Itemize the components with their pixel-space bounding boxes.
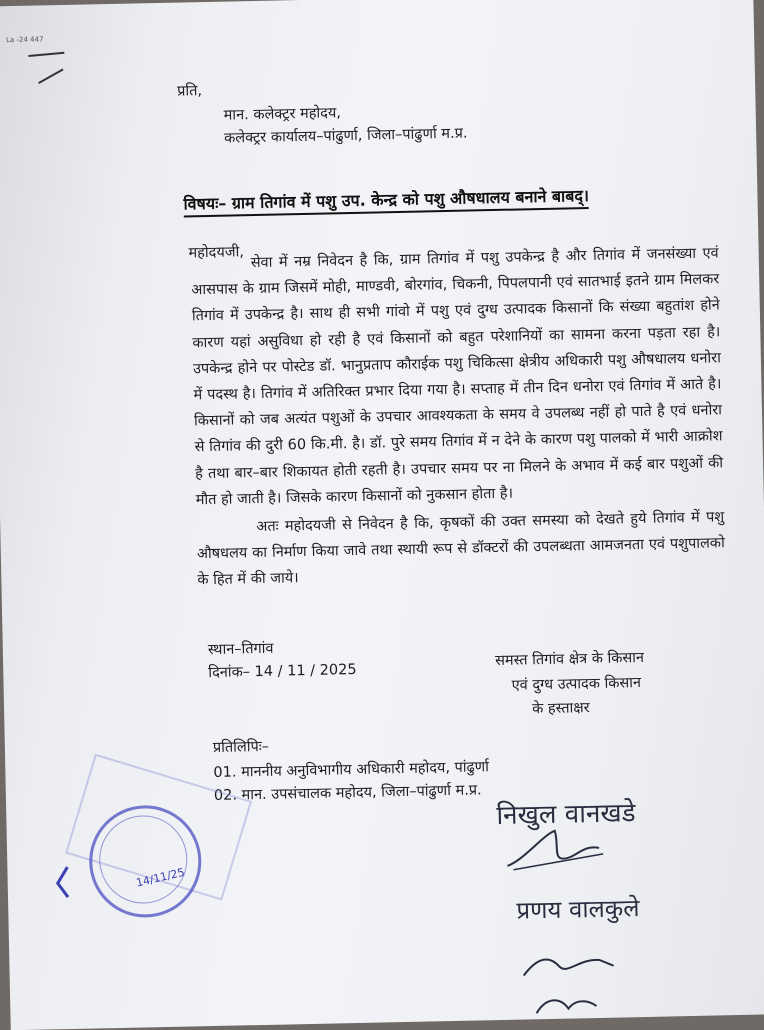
signature-2: प्रणय वालकुले [516,894,640,925]
cc-label: प्रतिलिपिः– [212,738,270,756]
body-paragraph-1: सेवा में नम्र निवेदन है कि, ग्राम तिगांव में पशु उपकेन्द्र है और तिगांव में जनसंख्या एवं आसपास के ग्राम जिसमें मोही, माण्डवी, बोरगांव, चिकनी, पिपलपानी एवं सातभाई इतने ग्राम मिलकर तिगांव में उपकेन्द्र है। साथ ही सभी गांवो में पशु एवं दुग्ध उत्पादक किसानों कि संख्या बहुतांश होने कारण यहां असुविधा हो रही है एवं किसानों को बहुत परेशानियों का सामना करना पड़ता रहा है। उपकेन्द्र होने पर पोस्टेड डॉ. भानुप्रताप कौराईक पशु चिकित्सा क्षेत्रीय अधिकारी पशु औषधालय धनोरा में पदस्थ है। तिगांव में अतिरिक्त प्रभार दिया गया है। सप्ताह में तीन दिन धनोरा एवं तिगांव में आते है। किसानों को जब अत्यंत पशुओं के उपचार आवश्यकता के समय वे उपलब्ध नहीं हो पाते है एवं धनोरा से तिगांव की दुरी 60 कि.मी. है। डॉ. पुरे समय तिगांव में न देने के कारण पशु पालको में भारी आक्रोश है तथा बार–बार शिकायत होती रहती है। उपचार समय पर ना मिलने के अभाव में कई बार पशुओं की मौत हो जाती है। जिसके कारण किसानों को नुकसान होता है। [191,245,724,509]
signature-scribble-2 [519,944,620,986]
signatory-line-1: समस्त तिगांव क्षेत्र के किसान [494,649,645,670]
body-paragraph-2: अतः महोदयजी से निवेदन है कि, कृषकों की उक्त समस्या को देखते हुये तिगांव में पशु औषधलय का निर्माण किया जावे तथा स्थायी रूप से डॉक्टरों की उपलब्धता आमजनता एवं पशुपालको के हित में की जाये। [196,509,725,589]
signature-scribble [503,824,614,876]
ink-mark [53,863,74,903]
addressee-title: मान. कलेक्ट्रर महोदय, [223,105,342,124]
addressee-office: कलेक्ट्रर कार्यालय–पांढुर्णा, जिला–पांढुर्णा म.प्र. [223,125,468,147]
signatory-line-3: के हस्ताक्षर [532,700,590,718]
cc-item-1: 01. माननीय अनुविभागीय अधिकारी महोदय, पांढुर्णा [213,759,490,781]
letter-body [191,240,726,594]
stamp-date: 14/11/25 [134,865,186,890]
to-label: प्रति, [177,83,203,100]
salutation: महोदयजी, [188,244,245,262]
date: दिनांक– 14 / 11 / 2025 [208,661,357,682]
subject-line: विषयः– ग्राम तिगांव में पशु उप. केन्द्र को पशु औषधालय बनाने बाबद्। [183,184,589,217]
cc-item-2: 02. मान. उपसंचालक महोदय, जिला–पांढुर्णा म.प्र. [213,782,482,804]
signatory-line-2: एवं दुग्ध उत्पादक किसान [511,675,642,694]
place: स्थान–तिगांव [207,640,274,659]
pen-mark [28,52,64,57]
pen-mark [38,69,63,84]
signature-scribble-3 [532,988,603,1019]
signature-1: निखुल वानखडे [496,798,636,832]
reference-number: La -24 447 [5,35,44,45]
